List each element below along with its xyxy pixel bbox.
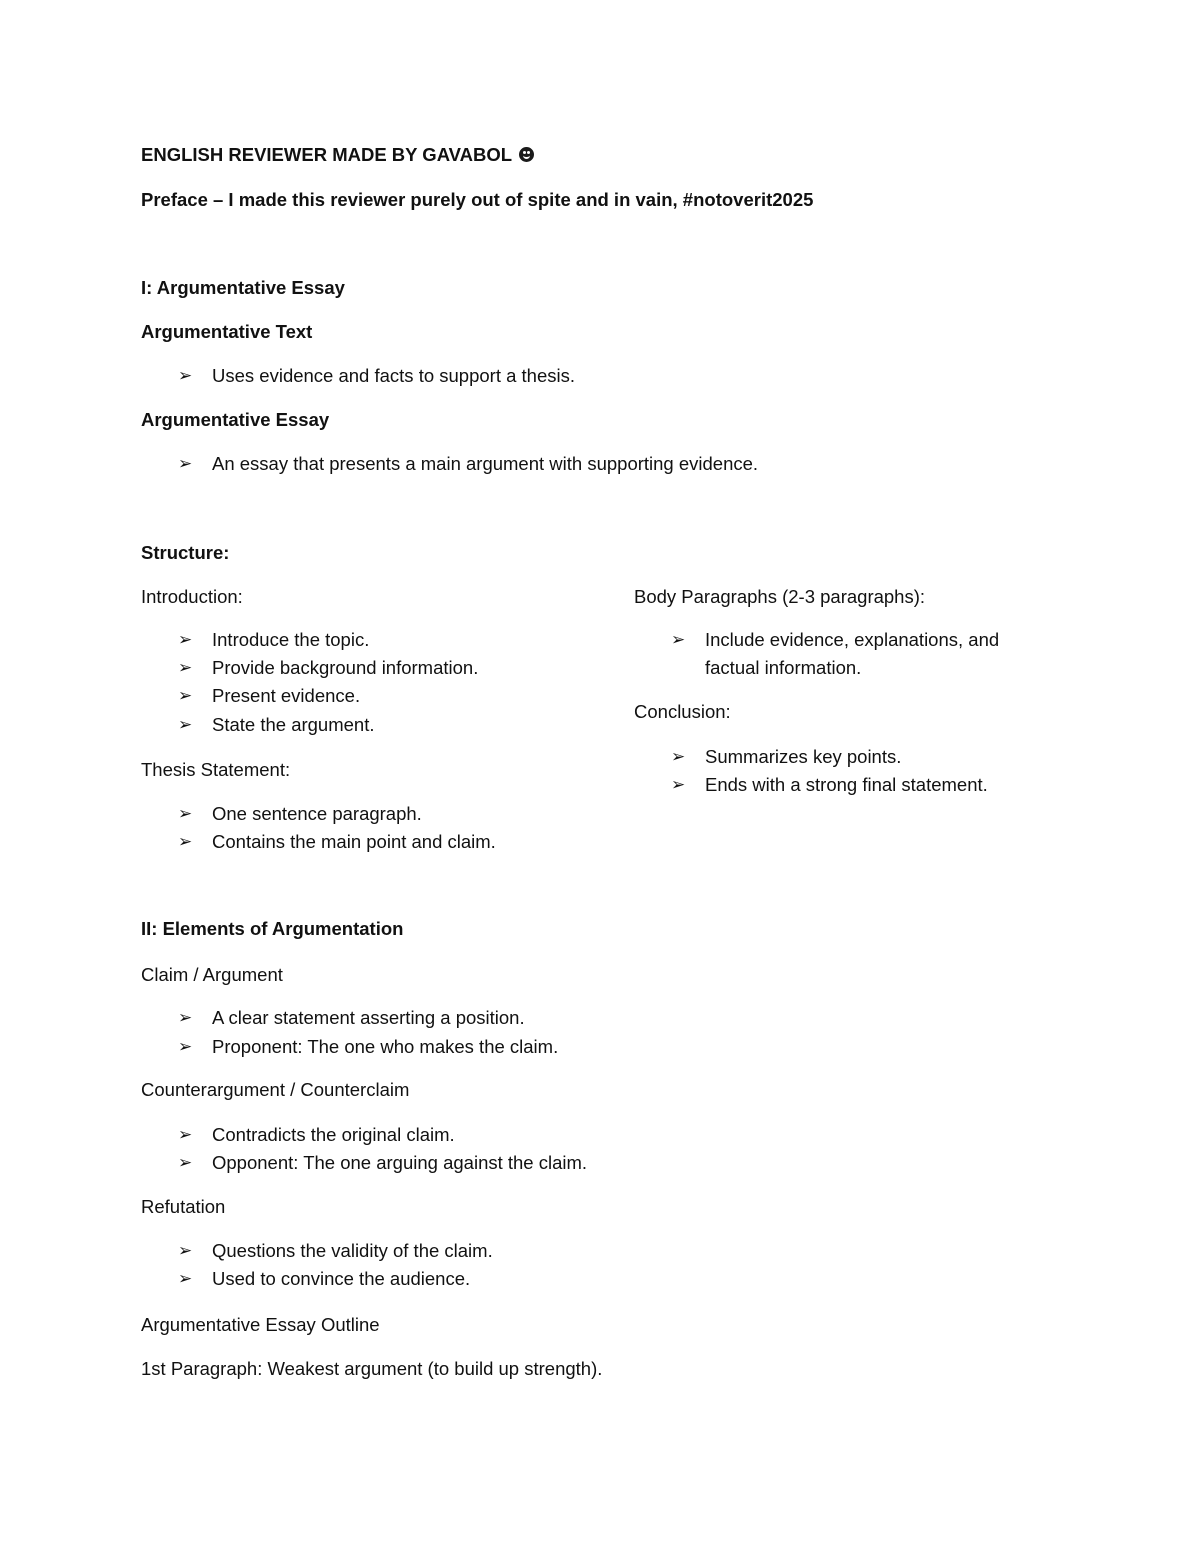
arrow-bullet-icon: ➢ <box>178 366 193 385</box>
label-structure: Structure: <box>141 542 230 563</box>
label-argumentative-essay: Argumentative Essay <box>141 409 330 430</box>
section-heading-elements: II: Elements of Argumentation <box>141 918 404 939</box>
label-conclusion: Conclusion: <box>634 701 731 722</box>
label-introduction: Introduction: <box>141 586 243 607</box>
label-body-paragraphs: Body Paragraphs (2-3 paragraphs): <box>634 586 926 607</box>
arrow-bullet-icon: ➢ <box>178 630 193 649</box>
arrow-bullet-icon: ➢ <box>178 686 193 705</box>
label-counterargument: Counterargument / Counterclaim <box>141 1079 410 1100</box>
arrow-bullet-icon: ➢ <box>178 804 193 823</box>
arrow-bullet-icon: ➢ <box>178 1153 193 1172</box>
label-claim: Claim / Argument <box>141 964 283 985</box>
smiley-icon <box>519 147 534 162</box>
document-title-text: ENGLISH REVIEWER MADE BY GAVABOL <box>141 144 512 165</box>
arrow-bullet-icon: ➢ <box>671 630 686 649</box>
arrow-bullet-icon: ➢ <box>178 1037 193 1056</box>
arrow-bullet-icon: ➢ <box>178 1269 193 1288</box>
label-essay-outline: Argumentative Essay Outline <box>141 1314 380 1335</box>
section-heading-argumentative-essay: I: Argumentative Essay <box>141 277 345 298</box>
arrow-bullet-icon: ➢ <box>671 775 686 794</box>
arrow-bullet-icon: ➢ <box>178 832 193 851</box>
document-title <box>141 143 534 167</box>
label-argumentative-text: Argumentative Text <box>141 321 313 342</box>
label-refutation: Refutation <box>141 1196 226 1217</box>
outline-first-paragraph: 1st Paragraph: Weakest argument (to build up strength). <box>141 1358 603 1379</box>
arrow-bullet-icon: ➢ <box>178 1008 193 1027</box>
arrow-bullet-icon: ➢ <box>178 715 193 734</box>
arrow-bullet-icon: ➢ <box>178 658 193 677</box>
arrow-bullet-icon: ➢ <box>178 454 193 473</box>
arrow-bullet-icon: ➢ <box>671 747 686 766</box>
label-thesis-statement: Thesis Statement: <box>141 759 291 780</box>
preface: Preface – I made this reviewer purely out of spite and in vain, #notoverit2025 <box>141 189 814 210</box>
arrow-bullet-icon: ➢ <box>178 1125 193 1144</box>
arrow-bullet-icon: ➢ <box>178 1241 193 1260</box>
